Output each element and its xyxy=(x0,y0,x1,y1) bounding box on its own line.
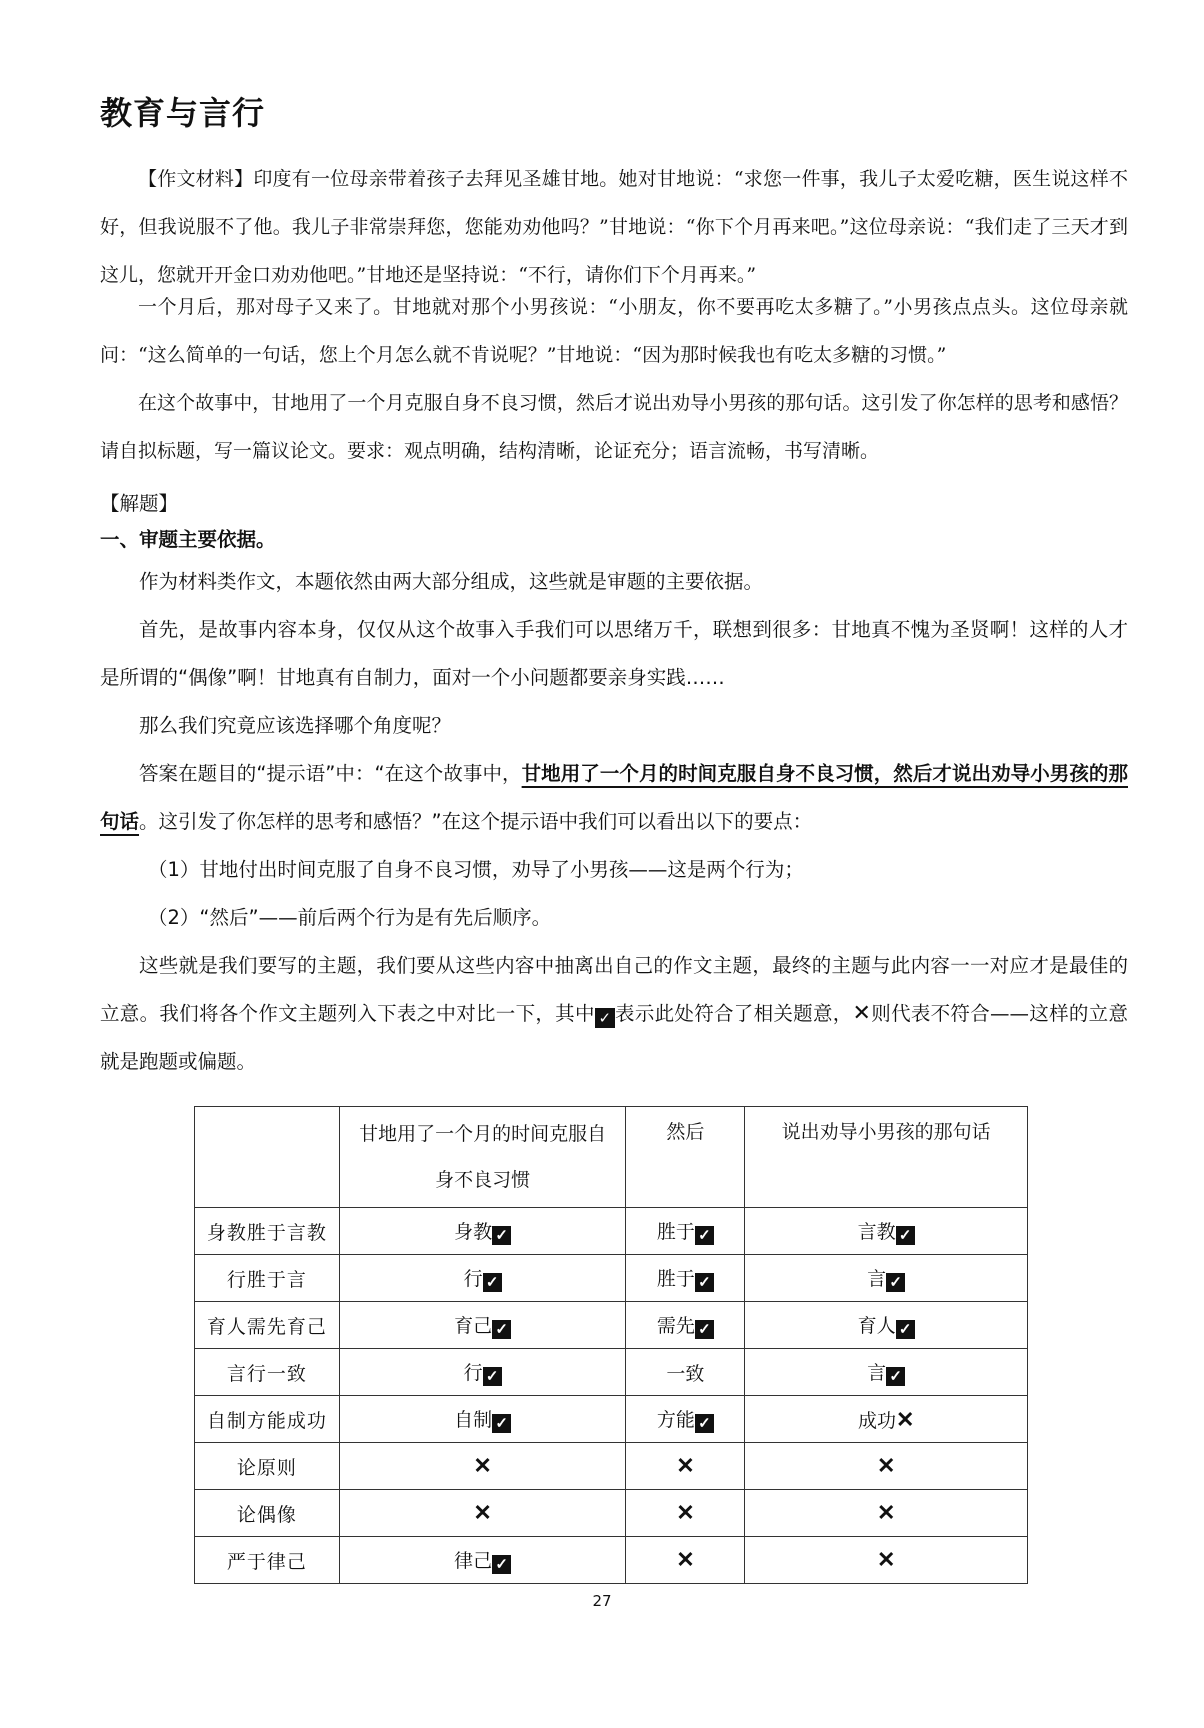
cell-text: 胜于 xyxy=(656,1268,695,1290)
table-cell xyxy=(339,1208,626,1255)
analysis-label: 【解题】 xyxy=(100,492,179,515)
table-cell xyxy=(626,1302,745,1349)
table-header-cell: 然后 xyxy=(626,1107,745,1208)
table-cell xyxy=(626,1396,745,1443)
table-row xyxy=(195,1349,1028,1396)
table-cell xyxy=(339,1349,626,1396)
check-icon: ✓ xyxy=(595,1008,615,1028)
cross-icon: ✕ xyxy=(852,1001,871,1026)
row-label: 论偶像 xyxy=(195,1490,340,1537)
row-label: 自制方能成功 xyxy=(195,1396,340,1443)
row-label: 身教胜于言教 xyxy=(195,1208,340,1255)
material-paragraph-2: 一个月后，那对母子又来了。甘地就对那个小男孩说：“小朋友，你不要再吃太多糖了。”小男孩点点头。这位母亲就问：“这么简单的一句话，您上个月怎么就不肯说呢？”甘地说：“因为那时候我也有吃太多糖的习惯。” xyxy=(100,296,1128,366)
material-paragraph-1: 【作文材料】印度有一位母亲带着孩子去拜见圣雄甘地。她对甘地说：“求您一件事，我儿子太爱吃糖，医生说这样不好，但我说服不了他。我儿子非常崇拜您，您能劝劝他吗？”甘地说：“你下个月再来吧。”这位母亲说：“我们走了三天才到这儿，您就开开金口劝劝他吧。”甘地还是坚持说：“不行，请你们下个月再来。” xyxy=(100,168,1128,286)
check-icon: ✓ xyxy=(695,1320,714,1339)
prompt-intro: 答案在题目的“提示语”中：“在这个故事中， xyxy=(139,762,522,785)
table-cell xyxy=(626,1255,745,1302)
table-row xyxy=(195,1302,1028,1349)
check-icon: ✓ xyxy=(492,1320,511,1339)
legend-text-b: 表示此处符合了相关题意， xyxy=(614,1002,853,1025)
cell-text: 育人 xyxy=(857,1315,896,1337)
table-cell xyxy=(626,1537,745,1584)
cross-icon: ✕ xyxy=(473,1452,492,1479)
table-cell xyxy=(626,1349,745,1396)
cell-text: 自制 xyxy=(454,1409,493,1431)
table-cell xyxy=(339,1302,626,1349)
cell-text: 言 xyxy=(867,1362,887,1384)
check-icon: ✓ xyxy=(896,1226,915,1245)
cell-text: 言 xyxy=(867,1268,887,1290)
table-cell xyxy=(745,1443,1028,1490)
table-cell xyxy=(745,1349,1028,1396)
prompt-tail: 。这引发了你怎样的思考和感悟？”在这个提示语中我们可以看出以下的要点： xyxy=(139,810,813,833)
cross-icon: ✕ xyxy=(876,1452,896,1479)
table-cell xyxy=(745,1208,1028,1255)
cell-text: 言教 xyxy=(857,1221,896,1243)
row-label: 育人需先育己 xyxy=(195,1302,340,1349)
comparison-table xyxy=(194,1106,1028,1584)
table-cell xyxy=(626,1490,745,1537)
cell-text: 身教 xyxy=(454,1221,493,1243)
table-header-cell xyxy=(195,1107,340,1208)
page-number: 27 xyxy=(592,1592,612,1610)
table-header-row xyxy=(195,1107,1028,1208)
cross-icon: ✕ xyxy=(676,1499,695,1526)
page-title: 教育与言行 xyxy=(100,94,266,132)
table-cell xyxy=(745,1396,1028,1443)
check-icon: ✓ xyxy=(695,1414,714,1433)
prompt-underlined-text: 甘地用了一个月的时间克服自身不良习惯，然后才说出劝导小男孩的那句话 xyxy=(100,762,1128,833)
legend-text-a: 这些就是我们要写的主题，我们要从这些内容中抽离出自己的作文主题，最终的主题与此内容一一对应才是最佳的立意。我们将各个作文主题列入下表之中对比一下，其中 xyxy=(100,954,1128,1025)
table-cell xyxy=(339,1443,626,1490)
cell-text: 育己 xyxy=(454,1315,493,1337)
cell-text: 行 xyxy=(463,1268,483,1290)
legend-text-c: 则代表不符合——这样的立意就是跑题或偏题。 xyxy=(100,1002,1128,1073)
cross-icon: ✕ xyxy=(895,1406,915,1433)
cross-icon: ✕ xyxy=(876,1546,896,1573)
table-cell xyxy=(745,1537,1028,1584)
check-icon: ✓ xyxy=(483,1273,502,1292)
check-icon: ✓ xyxy=(492,1226,511,1245)
check-icon: ✓ xyxy=(896,1320,915,1339)
analysis-paragraph-3: 那么我们究竟应该选择哪个角度呢？ xyxy=(139,714,452,737)
table-row xyxy=(195,1255,1028,1302)
row-label: 严于律己 xyxy=(195,1537,340,1584)
cell-text: 律己 xyxy=(454,1550,493,1572)
cross-icon: ✕ xyxy=(473,1499,492,1526)
check-icon: ✓ xyxy=(695,1273,714,1292)
analysis-paragraph-1: 作为材料类作文，本题依然由两大部分组成，这些就是审题的主要依据。 xyxy=(139,570,764,593)
cell-text: 一致 xyxy=(666,1362,705,1385)
table-cell xyxy=(339,1255,626,1302)
check-icon: ✓ xyxy=(695,1226,714,1245)
check-icon: ✓ xyxy=(483,1367,502,1386)
table-row xyxy=(195,1443,1028,1490)
cell-text: 方能 xyxy=(656,1409,695,1431)
table-cell xyxy=(339,1396,626,1443)
point-1: （1）甘地付出时间克服了自身不良习惯，劝导了小男孩——这是两个行为； xyxy=(148,858,804,881)
row-label: 行胜于言 xyxy=(195,1255,340,1302)
table-cell xyxy=(339,1537,626,1584)
check-icon: ✓ xyxy=(492,1555,511,1574)
cross-icon: ✕ xyxy=(876,1499,896,1526)
cell-text: 成功 xyxy=(857,1409,896,1432)
table-header-cell: 说出劝导小男孩的那句话 xyxy=(745,1107,1028,1208)
material-paragraph-3: 在这个故事中，甘地用了一个月克服自身不良习惯，然后才说出劝导小男孩的那句话。这引发了你怎样的思考和感悟？请自拟标题，写一篇议论文。要求：观点明确，结构清晰，论证充分；语言流畅，书写清晰。 xyxy=(100,392,1128,462)
row-label: 论原则 xyxy=(195,1443,340,1490)
check-icon: ✓ xyxy=(886,1367,905,1386)
analysis-paragraph-2: 首先，是故事内容本身，仅仅从这个故事入手我们可以思绪万千，联想到很多：甘地真不愧为圣贤啊！这样的人才是所谓的“偶像”啊！甘地真有自制力，面对一个小问题都要亲身实践…… xyxy=(100,618,1128,689)
point-2: （2）“然后”——前后两个行为是有先后顺序。 xyxy=(148,906,552,929)
table-cell xyxy=(339,1490,626,1537)
cross-icon: ✕ xyxy=(676,1546,695,1573)
analysis-heading: 一、审题主要依据。 xyxy=(100,528,276,551)
table-cell xyxy=(626,1208,745,1255)
table-cell xyxy=(745,1255,1028,1302)
cell-text: 胜于 xyxy=(656,1221,695,1243)
cross-icon: ✕ xyxy=(676,1452,695,1479)
table-row xyxy=(195,1208,1028,1255)
table-cell xyxy=(626,1443,745,1490)
table-row xyxy=(195,1396,1028,1443)
table-row xyxy=(195,1537,1028,1584)
table-row xyxy=(195,1490,1028,1537)
table-cell xyxy=(745,1302,1028,1349)
table-cell xyxy=(745,1490,1028,1537)
check-icon: ✓ xyxy=(492,1414,511,1433)
check-icon: ✓ xyxy=(886,1273,905,1292)
cell-text: 需先 xyxy=(656,1315,695,1337)
analysis-paragraph-4 xyxy=(100,750,1128,846)
table-header-cell: 甘地用了一个月的时间克服自身不良习惯 xyxy=(339,1107,626,1208)
cell-text: 行 xyxy=(463,1362,483,1384)
analysis-paragraph-5 xyxy=(100,942,1128,1086)
row-label: 言行一致 xyxy=(195,1349,340,1396)
